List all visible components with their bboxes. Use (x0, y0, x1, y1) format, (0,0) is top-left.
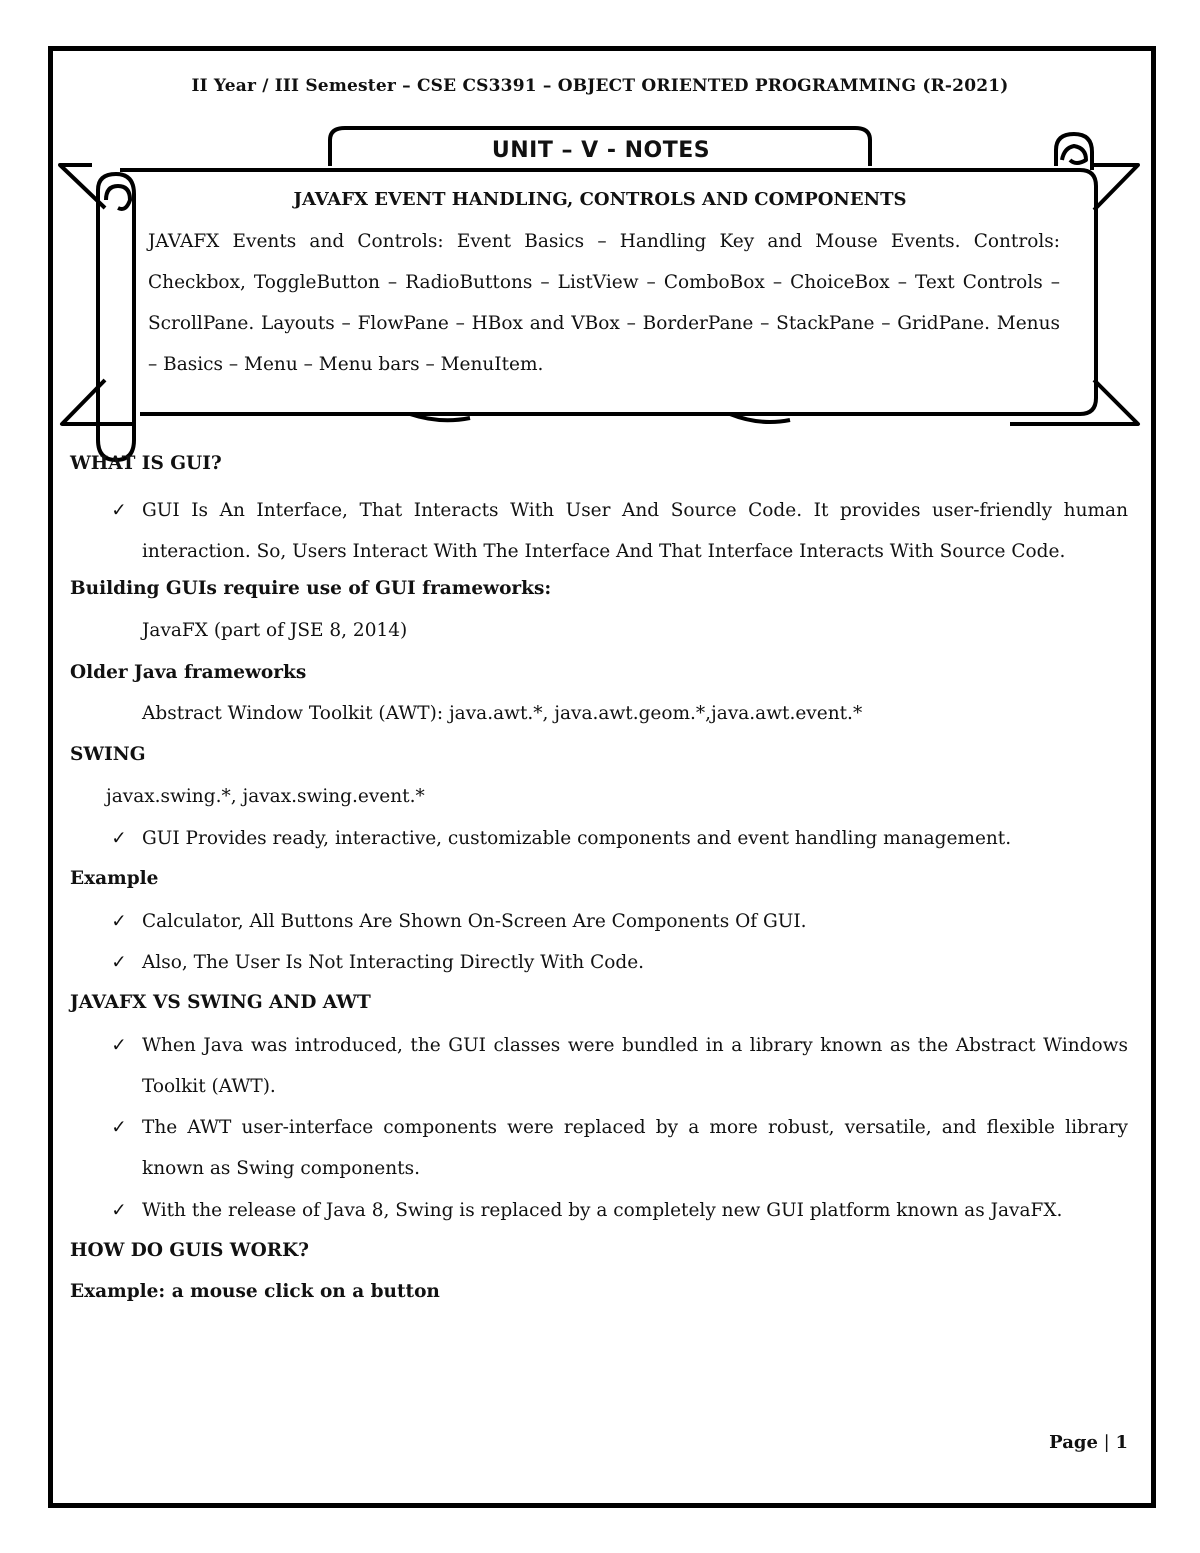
unit-title: UNIT – V - NOTES (491, 138, 711, 163)
bullet-text: GUI Provides ready, interactive, customizable components and event handling management. (142, 828, 1012, 849)
checkmark-icon: ✓ (111, 1035, 127, 1056)
course-header: II Year / III Semester – CSE CS3391 – OBJECT ORIENTED PROGRAMMING (R-2021) (191, 76, 1009, 96)
section-heading-swing: SWING (70, 744, 146, 765)
list-item (70, 901, 1128, 942)
framework-item: Abstract Window Toolkit (AWT): java.awt.*, java.awt.geom.*,java.awt.event.* (142, 703, 863, 724)
checkmark-icon: ✓ (111, 1200, 127, 1221)
checkmark-icon: ✓ (111, 1117, 127, 1138)
bullet-text: When Java was introduced, the GUI classes were bundled in a library known as the Abstract Windows Toolkit (AWT). (142, 1035, 1128, 1097)
section-heading-older: Older Java frameworks (70, 662, 307, 683)
framework-item: JavaFX (part of JSE 8, 2014) (142, 620, 408, 641)
bullet-text: Also, The User Is Not Interacting Directly With Code. (142, 952, 645, 973)
syllabus-text: JAVAFX Events and Controls: Event Basics – Handling Key and Mouse Events. Controls: Checkbox, ToggleButton – RadioButtons – ListView – ComboBox – ChoiceBox – Text Controls – ScrollPane. Layouts – FlowPane – HBox and VBox – BorderPane – StackPane – GridPane. Menus – Basics – Menu – Menu bars – MenuItem. (148, 231, 1060, 375)
list-item (70, 942, 1128, 983)
checkmark-icon: ✓ (111, 828, 127, 849)
bullet-text: GUI Is An Interface, That Interacts With User And Source Code. It provides user-friendly human interaction. So, Users Interact With The Interface And That Interface Interacts With Source Code. (142, 500, 1128, 562)
section-heading-building: Building GUIs require use of GUI frameworks: (70, 578, 552, 599)
checkmark-icon: ✓ (111, 500, 127, 521)
page-number: 1 (1115, 1432, 1128, 1453)
list-item (70, 1025, 1128, 1107)
bullet-text: Calculator, All Buttons Are Shown On-Screen Are Components Of GUI. (142, 911, 807, 932)
section-heading-example: Example (70, 868, 159, 889)
list-item (70, 1107, 1128, 1189)
list-item (70, 1190, 1128, 1231)
list-item (70, 490, 1128, 572)
page-label: Page (1049, 1432, 1098, 1453)
section-heading-javafx-vs-swing: JAVAFX VS SWING AND AWT (70, 992, 371, 1013)
checkmark-icon: ✓ (111, 952, 127, 973)
framework-item: javax.swing.*, javax.swing.event.* (106, 786, 425, 807)
checkmark-icon: ✓ (111, 911, 127, 932)
bullet-text: With the release of Java 8, Swing is replaced by a completely new GUI platform known as JavaFX. (142, 1200, 1063, 1221)
page-separator: | (1103, 1432, 1110, 1453)
page-footer (1049, 1432, 1128, 1453)
topic-heading: JAVAFX EVENT HANDLING, CONTROLS AND COMPONENTS (293, 189, 907, 210)
section-heading-how-guis-work: HOW DO GUIS WORK? (70, 1240, 309, 1261)
section-heading-what-is-gui: WHAT IS GUI? (70, 453, 222, 474)
example-caption: Example: a mouse click on a button (70, 1281, 440, 1302)
list-item (70, 818, 1128, 859)
bullet-text: The AWT user-interface components were replaced by a more robust, versatile, and flexible library known as Swing components. (142, 1117, 1128, 1179)
